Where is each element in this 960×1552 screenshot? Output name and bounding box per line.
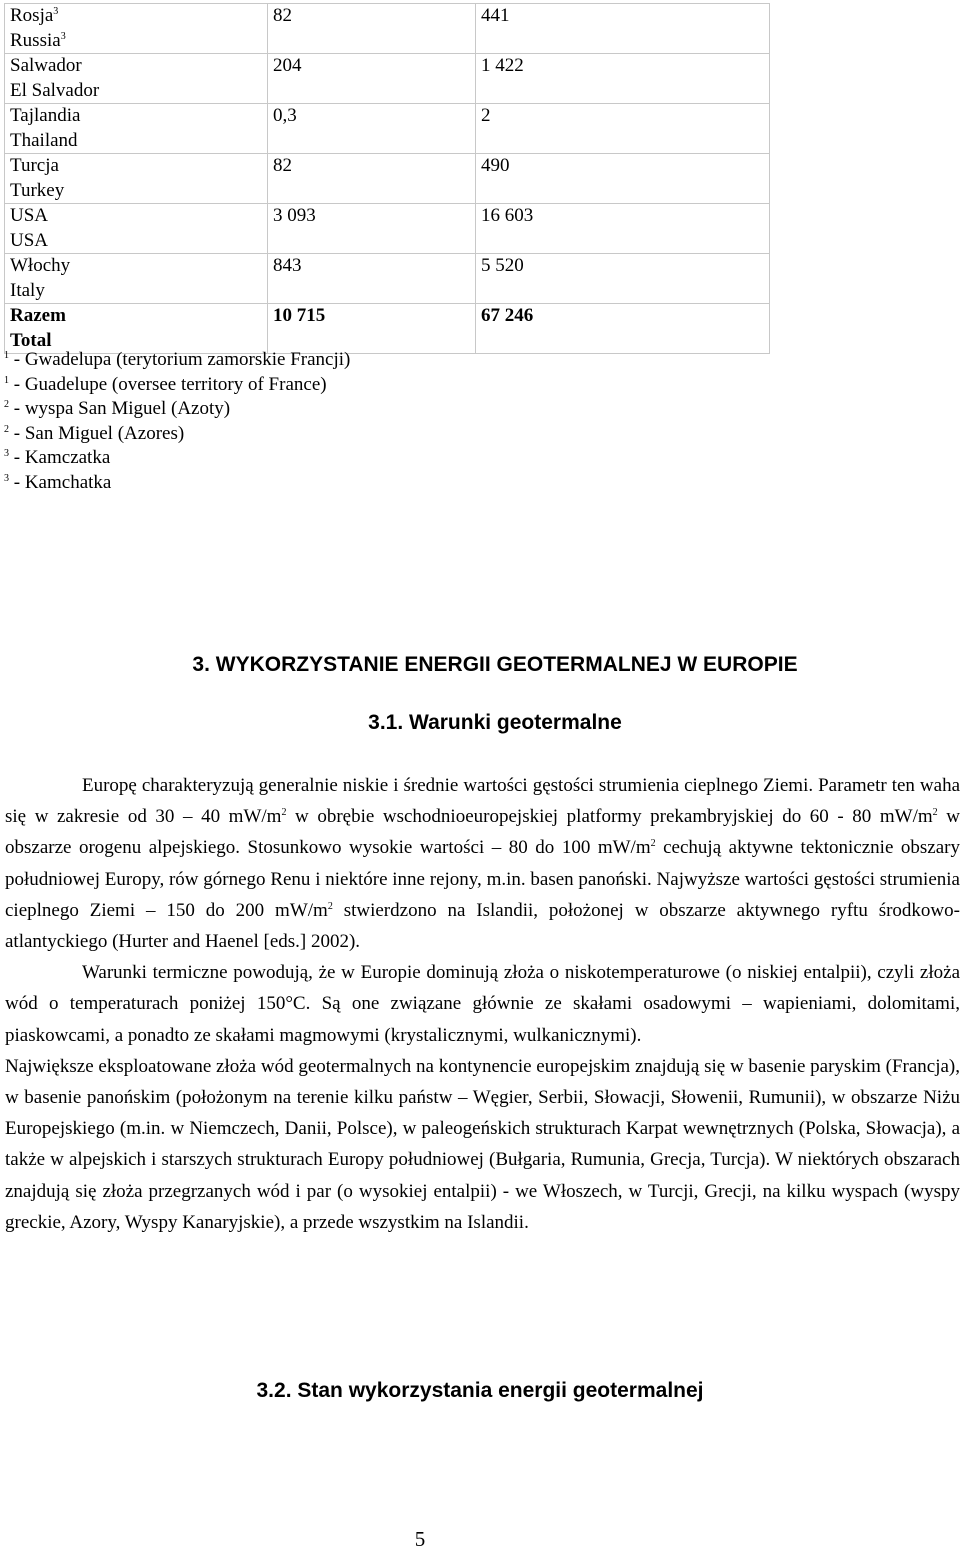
footnote-item <box>4 422 350 447</box>
value-cell-2: 1 422 <box>476 54 770 104</box>
country-name-pl: Turcja <box>10 155 59 176</box>
footnote-marker: 3 <box>53 6 59 17</box>
country-name-en: El Salvador <box>10 79 100 101</box>
footnote-number: 1 <box>4 350 9 361</box>
footnote-text: - Kamczatka <box>9 447 111 469</box>
country-name-en: Italy <box>10 279 45 301</box>
section-heading: 3. WYKORZYSTANIE ENERGII GEOTERMALNEJ W EUROPIE <box>192 653 798 676</box>
country-cell <box>5 154 268 204</box>
footnote-marker: 3 <box>60 30 66 42</box>
country-cell <box>5 104 268 154</box>
value-cell-1: 204 <box>268 54 476 104</box>
value-cell-1: 82 <box>268 154 476 204</box>
total-label-pl: Razem <box>10 305 66 326</box>
table-row <box>5 104 770 154</box>
value-cell-2: 5 520 <box>476 254 770 304</box>
footnote-text: - San Miguel (Azores) <box>9 422 185 444</box>
footnote-item <box>4 373 350 398</box>
paragraph-2: Warunki termiczne powodują, że w Europie dominują złoża o niskotemperaturowe (o niskiej entalpii), czyli złoża wód o temperaturach poniżej 150°C. Są one związane głównie ze skałami osadowymi – wapieniami, dolomitami, piaskowcami, a ponadto ze skałami magmowymi (krystalicznymi, wulkanicznymi). <box>5 962 960 1046</box>
total-label-cell <box>5 304 268 354</box>
footnote-text: - wyspa San Miguel (Azoty) <box>9 398 231 420</box>
table-row <box>5 204 770 254</box>
table-row <box>5 254 770 304</box>
value-cell-1: 843 <box>268 254 476 304</box>
footnotes <box>4 348 350 496</box>
total-value-1: 10 715 <box>268 304 476 354</box>
footnote-item <box>4 446 350 471</box>
value-cell-1: 0,3 <box>268 104 476 154</box>
country-name-en: USA <box>10 229 49 251</box>
country-name-en: Turkey <box>10 179 65 201</box>
table-row <box>5 4 770 54</box>
country-name-pl: Rosja <box>10 5 54 26</box>
footnote-text: - Kamchatka <box>9 471 112 493</box>
country-cell <box>5 4 268 54</box>
value-cell-2: 490 <box>476 154 770 204</box>
paragraph-3: Największe eksploatowane złoża wód geotermalnych na kontynencie europejskim znajdują się w basenie paryskim (Francja), w basenie panońskim (położonym na terenie kilku państw – Węgier, Serbii, Słowacji, Słowenii, Rumunii), w obszarze Niżu Europejskiego (m.in. w Niemczech, Danii, Polsce), w paleogeńskich strukturach Karpat wewnętrznych (Polska, Słowacja), a także w alpejskich i starszych strukturach Europy południowej (Bułgaria, Rumunia, Grecja, Turcja). W niektórych obszarach znajdują się złoża przegrzanych wód i par (o wysokiej entalpii) - we Włoszech, w Turcji, Grecji, na kilku wyspach (wyspy greckie, Azory, Wyspy Kanaryjskie), a przede wszystkim na Islandii. <box>5 1055 960 1233</box>
footnote-text: - Guadelupe (oversee territory of France) <box>9 373 327 395</box>
value-cell-2: 16 603 <box>476 204 770 254</box>
country-name-pl: Włochy <box>10 255 71 276</box>
table-row <box>5 154 770 204</box>
footnote-number: 3 <box>4 448 9 460</box>
subsection-heading-2: 3.2. Stan wykorzystania energii geotermalnej <box>256 1379 704 1402</box>
footnote-item <box>4 471 350 496</box>
country-name-pl: Salwador <box>10 55 82 76</box>
table-row <box>5 54 770 104</box>
value-cell-1: 82 <box>268 4 476 54</box>
body-text <box>5 770 960 1238</box>
page-number: 5 <box>414 1527 426 1551</box>
footnote-item <box>4 397 350 422</box>
country-name-pl: Tajlandia <box>10 105 81 126</box>
footnote-number: 3 <box>4 472 9 484</box>
country-name-en: Thailand <box>10 129 78 151</box>
footnote-text: - Gwadelupa (terytorium zamorskie Francji) <box>9 349 351 370</box>
footnote-number: 2 <box>4 423 9 435</box>
country-name-en: Russia <box>10 29 61 51</box>
value-cell-2: 2 <box>476 104 770 154</box>
footnote-number: 2 <box>4 399 9 411</box>
country-name-pl: USA <box>10 205 49 226</box>
value-cell-1: 3 093 <box>268 204 476 254</box>
table-total-row <box>5 304 770 354</box>
country-cell <box>5 254 268 304</box>
total-label-en: Total <box>10 329 52 351</box>
country-cell <box>5 54 268 104</box>
footnote-number: 1 <box>4 374 9 386</box>
country-cell <box>5 204 268 254</box>
data-table <box>4 3 770 354</box>
value-cell-2: 441 <box>476 4 770 54</box>
total-value-2: 67 246 <box>476 304 770 354</box>
footnote-item <box>4 348 350 373</box>
paragraph-1: Europę charakteryzują generalnie niskie i średnie wartości gęstości strumienia cieplnego Ziemi. Parametr ten waha się w zakresie od 30 – 40 $mW/m^2$ w obrębie wschodnioeuropejskiej platformy prekambryjskiej do 60 - 80 $mW/m^2$ w obszarze orogenu alpejskiego. Stosunkowo wysokie wartości – 80 do 100 $mW/m^2$ cechują aktywne tektonicznie obszary południowej Europy, rów górnego Renu i niektóre inne rejony, m.in. basen panoński. Najwyższe wartości gęstości strumienia cieplnego Ziemi – 150 do 200 $mW/m^2$ stwierdzono na Islandii, położonej w obszarze aktywnego ryftu środkowo-atlantyckiego (Hurter and Haenel [eds.] 2002). <box>5 775 960 953</box>
subsection-heading: 3.1. Warunki geotermalne <box>368 711 622 734</box>
